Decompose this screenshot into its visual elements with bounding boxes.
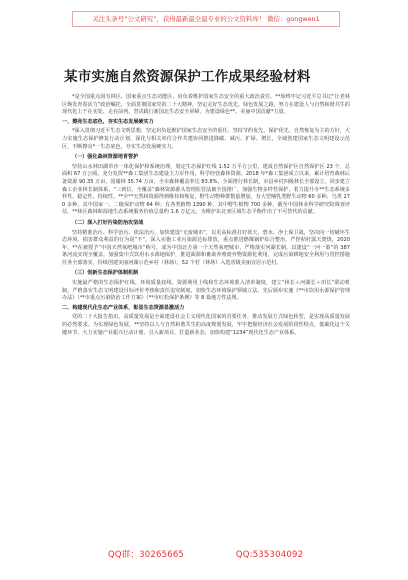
section-1-heading: 一、擦亮生态底色，夯实生态发展硬实力 [62,119,154,126]
section-2-paragraph: 党的二十大报告指出，高质量发展是全面建设社会主义现代化国家的首要任务，推动发展方式绿色转型，是实现高质量发展的必然要求。为实现绿色发展，**坚持以人与自然和谐共生的高度规划发展，牢牢把握经济社会发展阶段性特点，低碳化这个关键环节，大力实施产业振兴行动计划，引入新项目，打造新业态，加快构建“1234”现代化生态产业体系。 [62,314,350,336]
section-2-heading: 二、构建现代化生态产业体系，彰显生态资源显激活力 [62,305,185,312]
subsection-3-heading: （三）创新生态保护体制机制 [72,270,139,277]
intro-paragraph: *是全国重点国有林区、国家重点生态功能区，肩负着维护国家生态安全的重大政治责任。**始终牢记习近平总书记“让老林区焕发青春活力”政治嘱托，全面贯彻国家党的二十大精神，坚定走好生态优先、绿色发展之路，努力在建设人与自然和谐共生的现代化上干在实处、走在前列，坚决践行新国北生态安全屏障，为建设绿色**、美丽中国贡献*力量。 [62,94,350,116]
subsection-3-paragraph: 实施最严格的生态保护红线、环境质量底线、资源利用上线和生态环境准入清单制度，建立“林长＋河湖长＋田长”联动机制，严格落实生态文明建设目标评价考核和责任追究制度，加快生态环境保护领域立法，先后颁布实施《**市饮用水源保护管理办法》（**市重点污染防治工作方案》（**市红松保护条例》等 8 篇地方性法规。 [62,280,350,302]
footer-qq-group: QQ群：30265665 [108,550,185,560]
section-1-paragraph: *深入贯彻习近平生态文明思想，坚定肩负起维护国家生态安全的重任，坚持节约优先、保护优先、自然恢复为主的方针，大力实施生态保护修复行动计划，深化与相关单位合作共建协同推进降碳、减污、扩绿、增长，全域创建国家生态文明建设示范区，不断擦亮*一生态底色，夯实生态发展硬实力。 [62,128,350,150]
footer-qq: QQ:535304092 [235,550,304,560]
document-title: 某市实施自然资源保护工作成果经验材料 [64,69,311,85]
subsection-1-heading: （一）强化森林资源培育管护 [72,154,139,161]
subsection-2-heading: （二）深入打好污染防治攻坚战 [72,219,144,226]
footer-contact [108,548,303,560]
subsection-2-paragraph: 坚持精准治污、科学治污、依法治污，加快建设“无废城市”，以更高标准打好蓝天、碧水、净土保卫战，坚决向一切破坏生态环境、损害群众利益的行为说“不”。深入实施工业污染源达标排放，重点推进燃煤锅炉综合整治，严控秸秆露天焚烧，2020 年，**在被授予“中国天然氧吧城市”称号，成为中国北方第一个天然氧吧城市，严格落实河湖长制，以建设“一河一策”的 387 条河流实现全覆盖，加强集中式饮用水水源地保护，推进面源和畜禽养殖废弃物资源化利用，完成污染耕地安全利用与管控措施任务全部落实，持续创建美丽河湖示范乡村（林场），52 个村（林场）入选省级美丽宜居示范村。 [62,229,350,266]
promo-banner-text: 关注头条号“公文研究”，获得最新最全最专业的公文资料库！ 微信：gongwen1 [92,15,320,23]
document-body [62,94,350,337]
subsection-1-paragraph: 坚持山水林田湖草沙一体化保护和系统治理，划定生态保护红线 1.52 万平方公里，建成自然保护区自然保护区 23 个，总面积 67 万公顷，充分发挥**森工集团生态建设主力军作用，科学经营森林资源。2018 年*森工集团成立以来，累计培育森林后备资源 90.35 万亩、国储林 35.74 万亩，全市森林覆盖率达 83.8%，全面推行林长制，市县乡村四级林长全部设立，同步建立森工企业林长制体系，“三到位、全覆盖”森林资源源头管理监管法被全国推广，加强生物多样性保护，着力提升办**生态系统多样性、稳定性、持续性。**全**天然林资源得到维持和恢复，野生动物种群数量增加，有大型哺乳类野生动物 60 多种、鸟类 270 多种，其中国家一、二级保护动物 64 种；有各类植物 1390 种，其中野生植物 700 多种，截至中国林业科学研究院调查评估，**林区森林和湿地生态系统服务价值总量约 1.6 万亿元，为维护东北亚区域生态平衡作出了不可替代的贡献。 [62,163,350,216]
promo-banner[interactable] [72,11,340,27]
